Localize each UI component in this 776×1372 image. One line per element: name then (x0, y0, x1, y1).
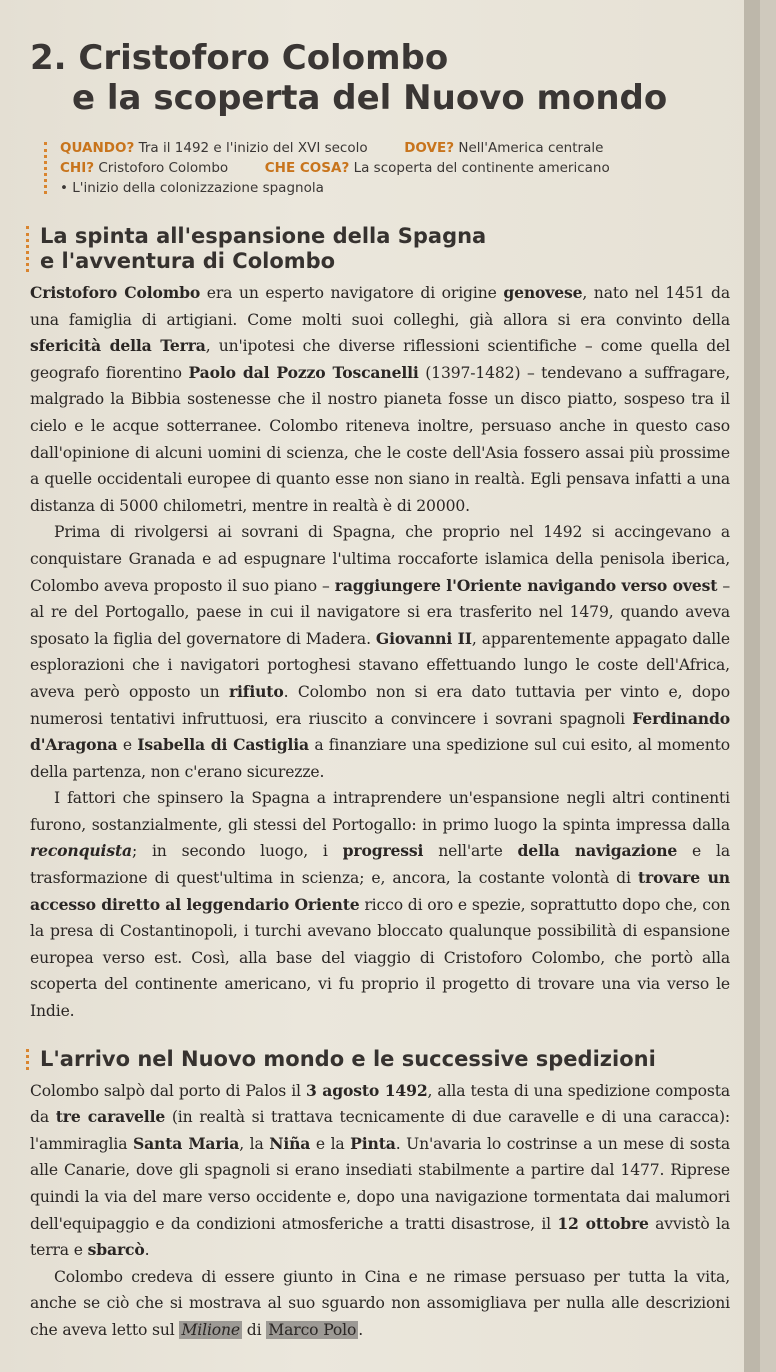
bold-term: genovese (503, 283, 583, 302)
summary-box (30, 138, 730, 198)
bold-term: raggiungere l'Oriente navigando verso ovest (334, 575, 718, 595)
bold-term: progressi (342, 841, 424, 861)
bold-term: trovare un accesso diretto al leggendario Oriente (30, 868, 730, 914)
section1-heading-line2: e l'avventura di Colombo (40, 249, 336, 273)
summary-row-2 (60, 158, 730, 178)
dove-value: Nell'America centrale (458, 140, 604, 156)
bold-term: Isabella di Castiglia (137, 735, 310, 755)
text-run: Prima di rivolgersi ai sovrani di Spagna, che proprio nel 1492 si accingevano a conquistare Granada e ad espugnare l'ultima roccaforte islamica della penisola iberica, Colombo aveva proposto il suo piano – (30, 523, 730, 595)
section2-paragraph-1 (30, 1078, 730, 1264)
text-run: . Un'avaria lo costrinse a un mese di sosta alle Canarie, dove gli spagnoli si erano insediati stabilmente a partire dal 1477. Riprese quindi la via del mare verso occidente e, dopo una navigazione tormentata dai malumori dell'equipaggio e da condizioni atmosferiche a tratti disastrose, il (30, 1134, 731, 1233)
text-run: , nato nel 1451 da una famiglia di artigiani. Come molti suoi colleghi, già allora si era convinto della (30, 284, 730, 329)
text-run: era un esperto navigatore di origine (200, 284, 504, 302)
bold-term: Pinta (350, 1133, 396, 1153)
text-run: . (358, 1320, 364, 1339)
text-run: di (242, 1320, 267, 1339)
text-run: Marco Polo (268, 1320, 357, 1339)
text-run: . Colombo non si era dato tuttavia per vinto e, dopo numerosi tentativi infruttuosi, era riuscito a convincere i sovrani spagnoli (30, 682, 730, 728)
section1-paragraph-2 (30, 519, 730, 785)
chi-label: CHI? (60, 160, 95, 176)
cosa-label: CHE COSA? (264, 160, 350, 176)
bold-term: Giovanni II (375, 628, 472, 648)
bold-term: Santa Maria (132, 1133, 240, 1153)
text-run: (1397-1482) – tendevano a suffragare, malgrado la Bibbia sostenesse che il nostro pianeta fosse un disco piatto, sospeso tra il cielo e le acque sotterranee. Colombo riteneva inoltre, persuaso anche in questo caso dall'opinione di alcuni uomini di scienza, che le coste dell'Asia fossero assai più prossime a quelle occidentali europee di quanto esse non siano in realtà. Egli pensava infatti a una distanza di 5000 chilometri, mentre in realtà è di 20000. (30, 363, 730, 515)
section2-heading: L'arrivo nel Nuovo mondo e le successive spedizioni (30, 1047, 730, 1072)
text-run: e la trasformazione di quest'ultima in scienza; e, ancora, la costante volontà di (30, 842, 730, 888)
text-run: , un'ipotesi che diverse riflessioni scientifiche – come quella del geografo fiorentino (30, 337, 730, 382)
text-run: , la (239, 1134, 270, 1153)
text-run: I fattori che spinsero la Spagna a intraprendere un'espansione negli altri continenti furono, sostanzialmente, gli stessi del Portogallo: in primo luogo la spinta impressa dalla (30, 789, 730, 834)
text-run: a finanziare una spedizione sul cui esito, al momento della partenza, non c'erano sicurezze. (30, 736, 730, 781)
text-run: ricco di oro e spezie, soprattutto dopo che, con la presa di Costantinopoli, i turchi avevano bloccato qualunque possibilità di espansione europea verso est. Così, alla base del viaggio di Cristoforo Colombo, che portò alla scoperta del continente americano, vi fu proprio il progetto di trovare una via verso le Indie. (30, 895, 730, 1021)
chi-value: Cristoforo Colombo (98, 160, 229, 176)
chapter-title-line2: e la scoperta del Nuovo mondo (72, 78, 668, 118)
chapter-title-line1: 2. Cristoforo Colombo (30, 38, 449, 78)
quando-label: QUANDO? (60, 140, 135, 156)
text-run: Colombo credeva di essere giunto in Cina e ne rimase persuaso per tutta la vita, anche se ciò che si mostrava al suo sguardo non assomigliava per nulla alle descrizioni che aveva letto sul (30, 1267, 730, 1339)
bold-term: Paolo dal Pozzo Toscanelli (188, 362, 419, 382)
text-run: e (117, 736, 138, 755)
bold-term: Niña (269, 1133, 311, 1153)
text-run: – al re del Portogallo, paese in cui il navigatore si era trasferito nel 1479, quando aveva sposato la figlia del governatore di Madera. (30, 576, 730, 648)
section1-heading-line1: La spinta all'espansione della Spagna (40, 224, 487, 248)
cosa-value: La scoperta del continente americano (353, 160, 610, 176)
text-run: , alla testa di una spedizione composta da (30, 1081, 730, 1127)
dove-label: DOVE? (404, 140, 455, 156)
bold-term: della navigazione (517, 841, 678, 861)
text-run: ; in secondo luogo, i (131, 842, 343, 861)
quando-value: Tra il 1492 e l'inizio del XVI secolo (138, 140, 368, 156)
bold-term: sbarcò (87, 1240, 145, 1260)
text-run: e la (310, 1134, 351, 1153)
summary-row-3: • L'inizio della colonizzazione spagnola (60, 180, 324, 196)
bold-term: 3 agosto 1492 (306, 1080, 428, 1100)
section1-heading (30, 224, 730, 274)
text-run: Milione (181, 1320, 240, 1339)
section2-paragraph-2 (30, 1264, 730, 1344)
text-run: avvistò la terra e (30, 1214, 731, 1260)
text-run: nell'arte (423, 842, 518, 861)
text-run: . (144, 1241, 150, 1260)
text-run: Colombo salpò dal porto di Palos il (30, 1081, 306, 1100)
page-edge (744, 0, 760, 1372)
bold-term: tre caravelle (55, 1107, 166, 1127)
section1-paragraph-1 (30, 280, 730, 519)
summary-row-1 (60, 138, 730, 158)
text-run: (in realtà si trattava tecnicamente di due caravelle e di una caracca): l'ammiraglia (30, 1108, 730, 1153)
text-run: , apparentemente appagato dalle esplorazioni che i navigatori portoghesi stavano effettuando lungo le coste dell'Africa, aveva però opposto un (30, 629, 730, 701)
chapter-title (30, 38, 730, 118)
bold-term: 12 ottobre (557, 1213, 649, 1233)
bold-term: Ferdinando d'Aragona (30, 708, 730, 755)
bold-term: sfericità della Terra (30, 336, 206, 356)
bold-term: rifiuto (228, 681, 284, 701)
bold-term: reconquista (30, 841, 132, 861)
section1-paragraph-3 (30, 785, 730, 1024)
bold-term: Cristoforo Colombo (30, 283, 201, 302)
